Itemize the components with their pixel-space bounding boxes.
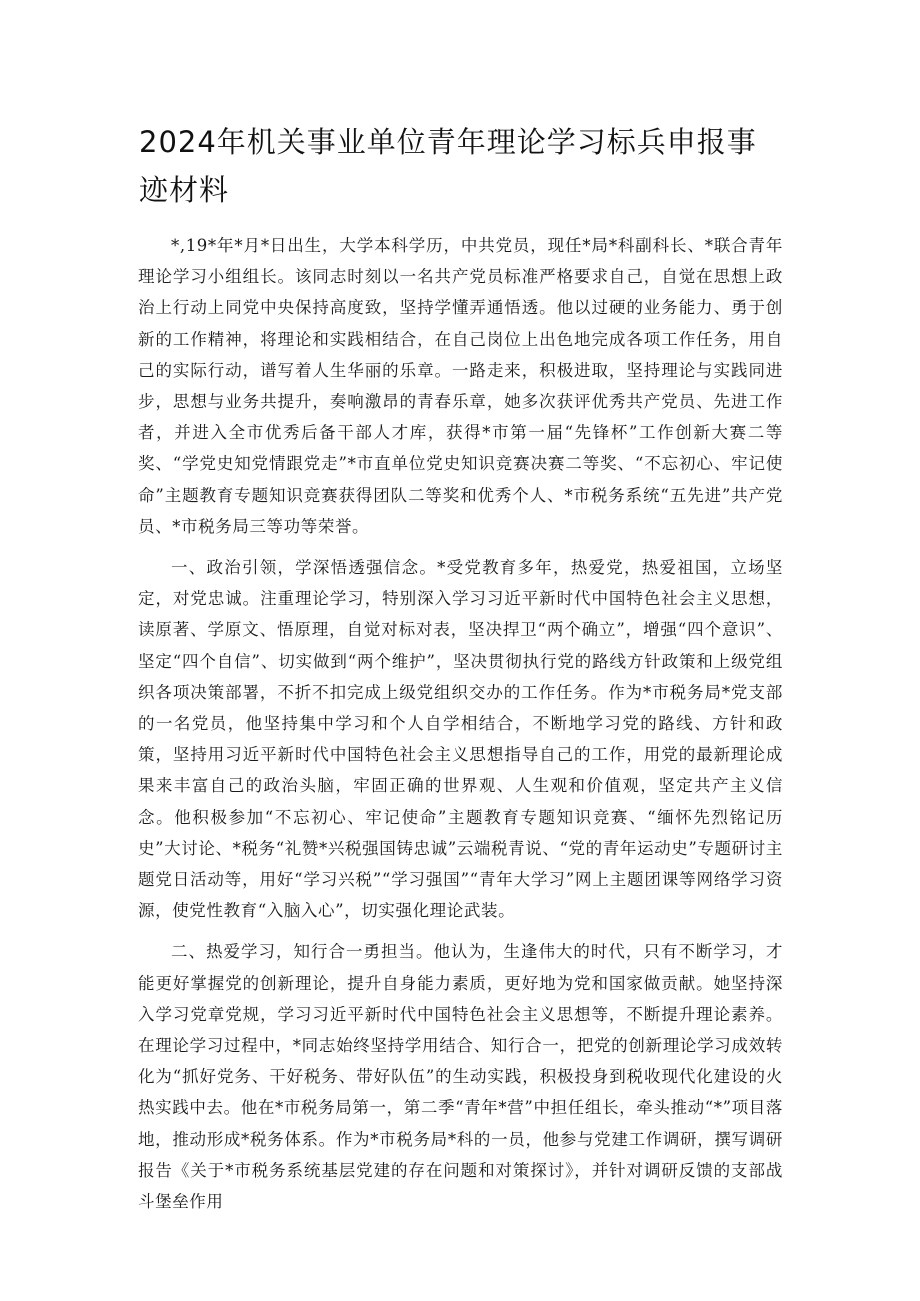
section-two-paragraph: 二、热爱学习，知行合一勇担当。他认为，生逢伟大的时代，只有不断学习，才能更好掌握党的创新理论，提升自身能力素质，更好地为党和国家做贡献。她坚持深入学习党章党规，学习习近平新时代中国特色社会主义思想等，不断提升理论素养。在理论学习过程中，*同志始终坚持学用结合、知行合一，把党的创新理论学习成效转化为“抓好党务、干好税务、带好队伍”的生动实践，积极投身到税收现代化建设的火热实践中去。他在*市税务局第一，第二季“青年*营”中担任组长，牵头推动“*”项目落地，推动形成*税务体系。作为*市税务局*科的一员，他参与党建工作调研，撰写调研报告《关于*市税务系统基层党建的存在问题和对策探讨》，并针对调研反馈的支部战斗堡垒作用 [138,942,783,1212]
document-title: 2024年机关事业单位青年理论学习标兵申报事迹材料 [139,125,757,207]
section-one-paragraph: 一、政治引领，学深悟透强信念。*受党教育多年，热爱党，热爱祖国，立场坚定，对党忠诚。注重理论学习，特别深入学习习近平新时代中国特色社会主义思想，读原著、学原文、悟原理，自觉对标对表，坚决捍卫“两个确立”，增强“四个意识”、坚定“四个自信”、切实做到“两个维护”，坚决贯彻执行党的路线方针政策和上级党组织各项决策部署，不折不扣完成上级党组织交办的工作任务。作为*市税务局*党支部的一名党员，他坚持集中学习和个人自学相结合，不断地学习党的路线、方针和政策，坚持用习近平新时代中国特色社会主义思想指导自己的工作，用党的最新理论成果来丰富自己的政治头脑，牢固正确的世界观、人生观和价值观，坚定共产主义信念。他积极参加“不忘初心、牢记使命”主题教育专题知识竞赛、“缅怀先烈铭记历史”大讨论、*税务“礼赞*兴税强国铸忠诚”云端税青说、“党的青年运动史”专题研讨主题党日活动等，用好“学习兴税”“学习强国”“青年大学习”网上主题团课等网络学习资源，使党性教育“入脑入心”，切实强化理论武装。 [138,558,783,921]
document-body [138,230,783,1227]
intro-paragraph: *,19*年*月*日出生，大学本科学历，中共党员，现任*局*科副科长、*联合青年理论学习小组组长。该同志时刻以一名共产党员标准严格要求自己，自觉在思想上政治上行动上同党中央保持高度致，坚持学懂弄通悟透。他以过硬的业务能力、勇于创新的工作精神，将理论和实践相结合，在自己岗位上出色地完成各项工作任务，用自己的实际行动，谱写着人生华丽的乐章。一路走来，积极进取，坚持理论与实践同进步，思想与业务共提升，奏响激昂的青春乐章，她多次获评优秀共产党员、先进工作者，并进入全市优秀后备干部人才库，获得*市第一届“先锋杯”工作创新大赛二等奖、“学党史知党情跟党走”*市直单位党史知识竞赛决赛二等奖、“不忘初心、牢记使命”主题教育专题知识竞赛获得团队二等奖和优秀个人、*市税务系统“五先进”共产党员、*市税务局三等功等荣誉。 [138,236,783,536]
